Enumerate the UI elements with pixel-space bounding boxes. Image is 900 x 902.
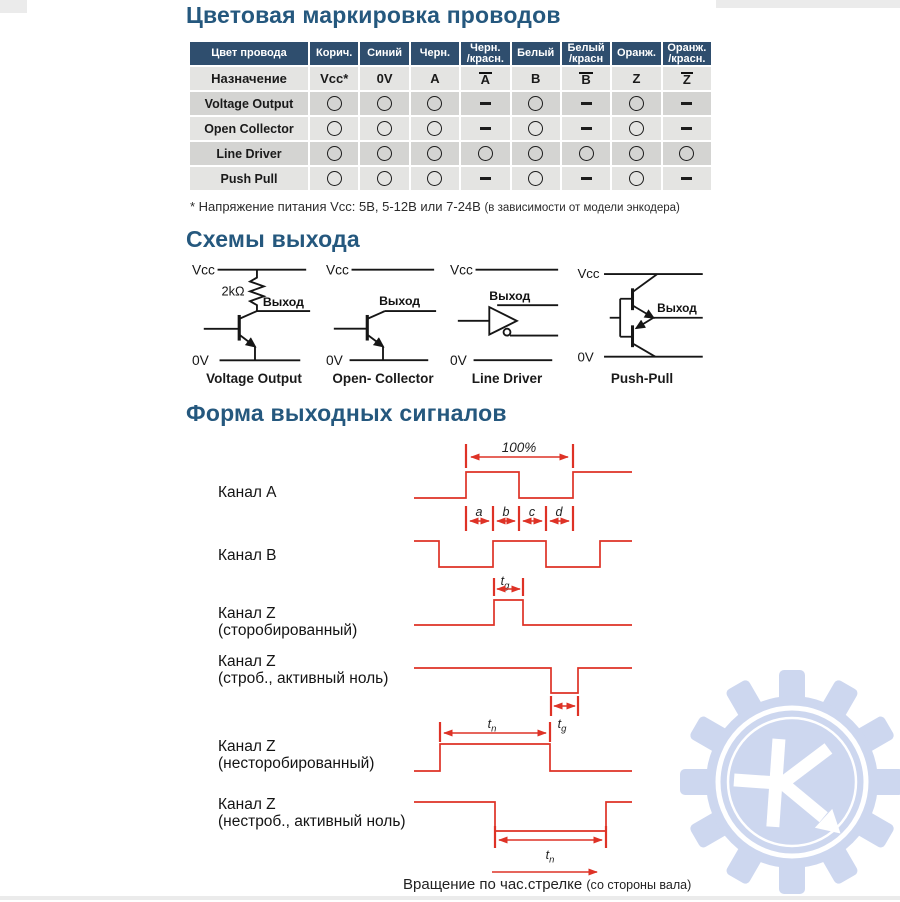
mark-circle <box>679 146 694 161</box>
mark-circle <box>327 121 342 136</box>
rotation-note: Вращение по час.стрелке (со стороны вала) <box>403 876 692 893</box>
row-label: Line Driver <box>190 142 308 165</box>
mark-circle <box>629 96 644 111</box>
designation-cell: 0V <box>360 67 408 90</box>
channel-z-ungated-label: Канал Z (несторобированный) <box>218 738 375 772</box>
designation-cell: B <box>562 67 610 90</box>
mark-circle <box>427 146 442 161</box>
row-label: Open Collector <box>190 117 308 140</box>
schemes-title: Схемы выхода <box>186 226 360 252</box>
mark-cell <box>310 92 358 115</box>
mark-cell <box>310 167 358 190</box>
mark-cell <box>461 117 509 140</box>
mark-cell <box>562 92 610 115</box>
mark-circle <box>528 96 543 111</box>
mark-cell <box>461 167 509 190</box>
dim-label-tg2: $t_g$ <box>557 717 567 735</box>
dim-label-tn2: $t_n$ <box>545 848 555 866</box>
gnd-label: 0V <box>449 353 467 369</box>
circuit-line-driver <box>448 257 566 386</box>
mark-dash <box>581 102 592 105</box>
table-header-row <box>190 42 711 65</box>
table-row <box>190 117 711 140</box>
channel-b-label: Канал B <box>218 547 277 564</box>
mark-circle <box>377 171 392 186</box>
dim-label-tg: $t_g$ <box>500 574 510 592</box>
mark-cell <box>663 142 711 165</box>
mark-circle <box>377 146 392 161</box>
output-label: Выход <box>379 294 421 309</box>
channel-a-label: Канал A <box>218 484 277 501</box>
page-edge-artifact <box>0 0 27 13</box>
channel-z-gated-wave <box>414 600 632 625</box>
mark-cell <box>461 92 509 115</box>
output-label: Выход <box>657 301 697 316</box>
gnd-label: 0V <box>325 353 343 369</box>
mark-circle <box>427 96 442 111</box>
mark-cell <box>360 167 408 190</box>
channel-z-gated-low-label: Канал Z (строб., активный ноль) <box>218 653 389 687</box>
mark-dash <box>681 102 692 105</box>
mark-cell <box>512 117 560 140</box>
mark-circle <box>377 121 392 136</box>
column-header: Белый /красн <box>562 42 610 65</box>
mark-circle <box>478 146 493 161</box>
mark-cell <box>411 92 459 115</box>
mark-dash <box>480 127 491 130</box>
mark-circle <box>377 96 392 111</box>
output-circuits <box>190 257 712 386</box>
output-label: Выход <box>489 289 531 304</box>
open-collector-schematic <box>324 257 442 369</box>
mark-cell <box>612 92 660 115</box>
table-row <box>190 142 711 165</box>
mark-cell <box>512 92 560 115</box>
channel-z-ungated-low-label: Канал Z (нестроб., активный ноль) <box>218 796 406 830</box>
mark-circle <box>579 146 594 161</box>
dim-label-b: b <box>502 505 510 519</box>
mark-circle <box>528 146 543 161</box>
circuit-voltage-output <box>190 257 318 386</box>
mark-circle <box>327 96 342 111</box>
mark-circle <box>327 171 342 186</box>
designation-cell: B <box>512 67 560 90</box>
mark-cell <box>411 167 459 190</box>
row-label: Push Pull <box>190 167 308 190</box>
table-row <box>190 167 711 190</box>
dim-label-tn: $t_n$ <box>487 717 497 735</box>
mark-cell <box>411 142 459 165</box>
channel-z-gated-label: Канал Z (сторобированный) <box>218 605 358 639</box>
channel-z-ungated-low-wave <box>414 802 632 831</box>
vcc-label: Vcc <box>577 265 600 281</box>
waveform-diagram <box>400 430 715 890</box>
column-header: Синий <box>360 42 408 65</box>
mark-cell <box>612 142 660 165</box>
mark-cell <box>360 92 408 115</box>
dim-label-c: c <box>528 505 536 519</box>
column-header: Оранж. /красн. <box>663 42 711 65</box>
circuit-caption: Voltage Output <box>206 371 302 386</box>
dim-label-100: 100% <box>501 440 537 455</box>
dim-label-a: a <box>475 505 483 519</box>
output-label: Выход <box>262 295 304 310</box>
waveforms-title: Форма выходных сигналов <box>186 400 507 426</box>
mark-circle <box>427 171 442 186</box>
mark-dash <box>581 177 592 180</box>
mark-cell <box>461 142 509 165</box>
mark-cell <box>512 167 560 190</box>
circuit-caption: Push-Pull <box>610 371 674 386</box>
mark-cell <box>663 92 711 115</box>
designation-cell: A <box>461 67 509 90</box>
mark-cell <box>562 142 610 165</box>
mark-circle <box>629 121 644 136</box>
resistor-label: 2kΩ <box>221 283 245 299</box>
mark-circle <box>327 146 342 161</box>
circuit-caption: Line Driver <box>471 371 543 386</box>
wire-color-table <box>190 42 711 190</box>
designation-row <box>190 67 711 90</box>
mark-cell <box>411 117 459 140</box>
circuit-open-collector <box>324 257 442 386</box>
mark-cell <box>310 117 358 140</box>
column-header: Цвет провода <box>190 42 308 65</box>
mark-circle <box>629 171 644 186</box>
dim-label-d: d <box>555 505 563 519</box>
mark-dash <box>681 177 692 180</box>
mark-cell <box>612 117 660 140</box>
channel-b-wave <box>414 541 632 567</box>
mark-circle <box>528 121 543 136</box>
circuit-caption: Open- Collector <box>332 371 434 386</box>
column-header: Корич. <box>310 42 358 65</box>
channel-z-gated-low-wave <box>414 668 632 693</box>
mark-cell <box>310 142 358 165</box>
channel-a-wave <box>414 472 632 498</box>
vcc-label: Vcc <box>449 262 473 278</box>
mark-cell <box>663 167 711 190</box>
page-title: Цветовая маркировка проводов <box>186 2 561 28</box>
mark-dash <box>581 127 592 130</box>
mark-cell <box>360 117 408 140</box>
mark-cell <box>562 117 610 140</box>
row-label: Voltage Output <box>190 92 308 115</box>
column-header: Оранж. <box>612 42 660 65</box>
mark-cell <box>612 167 660 190</box>
circuit-push-pull <box>572 257 712 386</box>
push-pull-schematic <box>572 257 712 369</box>
mark-cell <box>663 117 711 140</box>
column-header: Черн. <box>411 42 459 65</box>
voltage-output-schematic <box>190 257 318 369</box>
mark-cell <box>562 167 610 190</box>
mark-cell <box>512 142 560 165</box>
mark-circle <box>629 146 644 161</box>
column-header: Белый <box>512 42 560 65</box>
mark-cell <box>360 142 408 165</box>
designation-cell: Vcc* <box>310 67 358 90</box>
designation-cell: Z <box>612 67 660 90</box>
gnd-label: 0V <box>577 349 594 365</box>
table-footnote: * Напряжение питания Vcc: 5В, 5-12В или 7-24В (в зависимости от модели энкодера) <box>190 199 680 214</box>
mark-dash <box>480 177 491 180</box>
line-driver-schematic <box>448 257 566 369</box>
table-row <box>190 92 711 115</box>
designation-cell: A <box>411 67 459 90</box>
gnd-label: 0V <box>191 353 209 369</box>
mark-dash <box>681 127 692 130</box>
vcc-label: Vcc <box>191 262 215 278</box>
row-label: Назначение <box>190 67 308 90</box>
designation-cell: Z <box>663 67 711 90</box>
mark-circle <box>427 121 442 136</box>
mark-circle <box>528 171 543 186</box>
channel-z-ungated-wave <box>414 744 632 771</box>
page-edge-artifact <box>716 0 900 8</box>
vcc-label: Vcc <box>325 262 349 278</box>
mark-dash <box>480 102 491 105</box>
column-header: Черн. /красн. <box>461 42 509 65</box>
